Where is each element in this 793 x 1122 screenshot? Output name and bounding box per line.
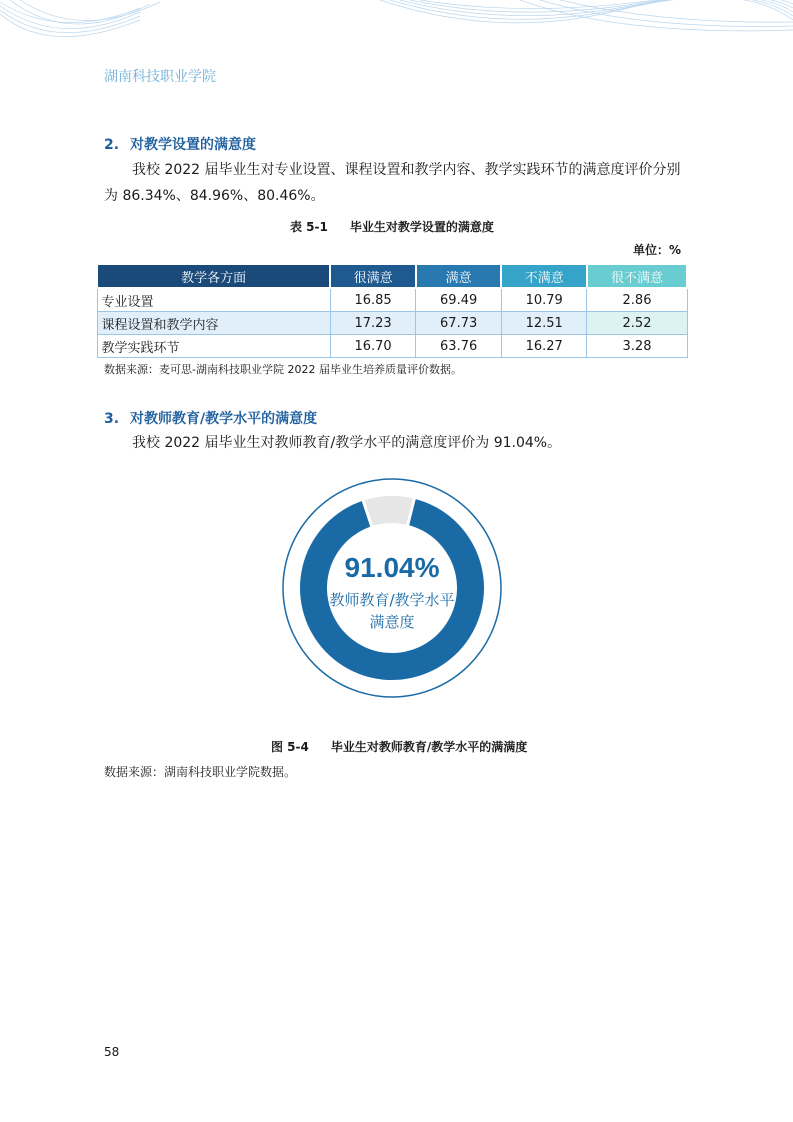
table-row (97, 288, 687, 312)
table-header-cell: 满意 (416, 264, 502, 288)
table-unit: 单位：% (632, 243, 681, 257)
header-wave-decoration (0, 0, 793, 60)
table-cell: 课程设置和教学内容 (97, 312, 330, 335)
section-3-paragraph: 我校 2022 届毕业生对教师教育/教学水平的满意度评价为 91.04%。 (132, 435, 562, 451)
satisfaction-donut-chart (281, 477, 503, 699)
section-3-heading (104, 408, 317, 428)
table-cell: 17.23 (330, 312, 416, 335)
figure-caption-label: 图 5-4 (271, 740, 309, 754)
section-2-paragraph: 我校 2022 届毕业生对专业设置、课程设置和教学内容、教学实践环节的满意度评价分别为 86.34%、84.96%、80.46%。 (104, 162, 681, 204)
table-cell: 12.51 (501, 312, 587, 335)
figure-caption-title: 毕业生对教师教育/教学水平的满满度 (330, 740, 528, 754)
table-row (97, 335, 687, 358)
table-cell: 16.85 (330, 288, 416, 312)
table-header-row (97, 264, 687, 288)
table-cell: 69.49 (416, 288, 502, 312)
table-source-note: 数据来源：麦可思-湖南科技职业学院 2022 届毕业生培养质量评价数据。 (104, 363, 462, 376)
table-caption-label: 表 5-1 (290, 220, 328, 234)
donut-center-label-1: 教师教育/教学水平 (329, 591, 455, 609)
donut-center-label-2: 满意度 (369, 613, 415, 631)
table-header-cell: 教学各方面 (97, 264, 330, 288)
table-header-cell: 不满意 (501, 264, 587, 288)
school-name-header: 湖南科技职业学院 (104, 69, 216, 85)
table-header-cell: 很不满意 (587, 264, 687, 288)
section-2-title: 对教学设置的满意度 (130, 137, 256, 153)
section-2-heading (104, 134, 256, 154)
table-cell: 10.79 (501, 288, 587, 312)
table-cell: 教学实践环节 (97, 335, 330, 358)
table-row (97, 312, 687, 335)
table-cell: 2.86 (587, 288, 687, 312)
table-caption (290, 218, 494, 235)
table-cell: 专业设置 (97, 288, 330, 312)
figure-caption (271, 738, 527, 755)
table-cell: 16.70 (330, 335, 416, 358)
table-cell: 63.76 (416, 335, 502, 358)
section-3-number: 3. (104, 411, 120, 427)
table-cell: 2.52 (587, 312, 687, 335)
table-cell: 16.27 (501, 335, 587, 358)
donut-slice-satisfied (300, 499, 484, 680)
table-caption-title: 毕业生对教学设置的满意度 (349, 220, 494, 234)
table-cell: 67.73 (416, 312, 502, 335)
page-number: 58 (104, 1045, 120, 1059)
section-3-title: 对教师教育/教学水平的满意度 (130, 411, 318, 427)
donut-center-value: 91.04% (344, 552, 440, 583)
section-2-number: 2. (104, 137, 120, 153)
satisfaction-table (96, 263, 688, 358)
figure-source-note: 数据来源：湖南科技职业学院数据。 (104, 765, 297, 779)
table-header-cell: 很满意 (330, 264, 416, 288)
table-cell: 3.28 (587, 335, 687, 358)
